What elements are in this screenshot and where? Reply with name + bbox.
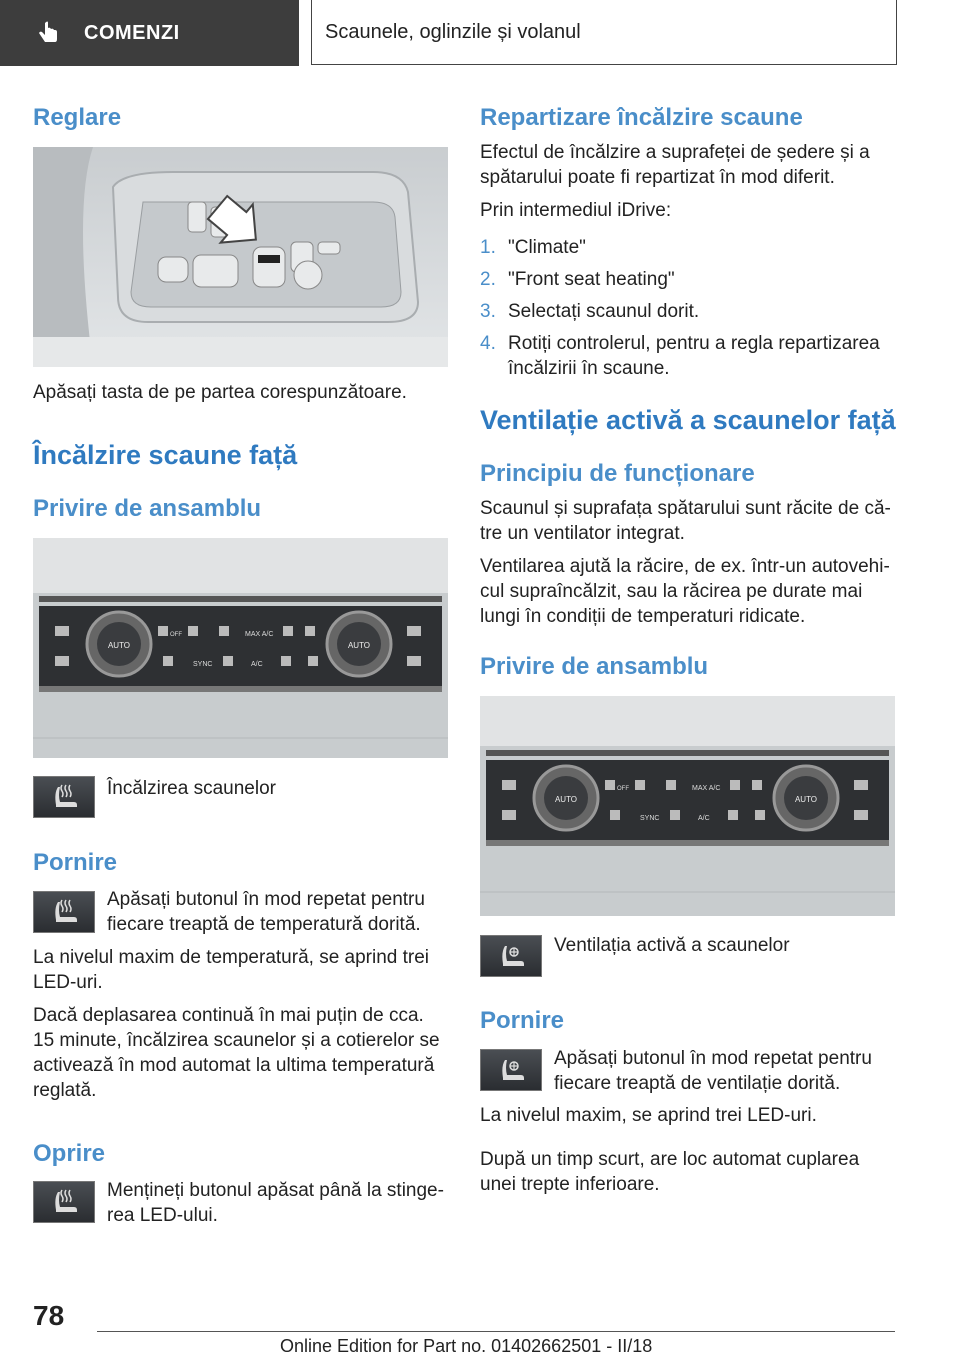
left-knob-auto-label: AUTO bbox=[554, 795, 578, 804]
seat-ventilation-icon bbox=[481, 936, 541, 976]
right-overview-heading: Privire de ansamblu bbox=[480, 653, 709, 680]
ac-label: A/C bbox=[698, 815, 710, 822]
seat-adjust-photo bbox=[33, 147, 448, 367]
sync-label: SYNC bbox=[193, 661, 213, 668]
idrive-text: Prin intermediul iDrive: bbox=[480, 200, 672, 221]
max-ac-label: MAX A/C bbox=[692, 785, 721, 792]
right-knob-auto-label: AUTO bbox=[347, 641, 371, 650]
list-item: 1. "Climate" bbox=[480, 237, 586, 258]
distribution-heading: Repartizare încălzire scaune bbox=[480, 104, 803, 131]
oprire-text: Mențineți butonul apăsat până la stinge‐rea LED-ului. bbox=[107, 1180, 444, 1226]
reglare-caption: Apăsați tasta de pe partea corespunzătoare. bbox=[33, 382, 407, 403]
principle-text: Scaunul și suprafața spătarului sunt răcite de că‐tre un ventilator integrat. bbox=[480, 498, 891, 544]
seat-heating-button-image bbox=[33, 776, 95, 818]
hand-pointer-icon bbox=[36, 20, 62, 46]
left-pornire-heading: Pornire bbox=[33, 849, 118, 876]
ventilation-title: Ventilație activă a scaunelor față bbox=[480, 405, 896, 435]
right-max-level-text: La nivelul maxim, se aprind trei LED-uri. bbox=[480, 1105, 817, 1126]
list-item: 4. Rotiți controlerul, pentru a regla repartizarea încălzirii în scaune. bbox=[480, 333, 880, 379]
footer-divider bbox=[97, 1331, 895, 1332]
off-label: OFF bbox=[617, 786, 629, 792]
chapter-header bbox=[311, 0, 897, 65]
header-section-tab bbox=[0, 0, 299, 66]
idrive-steps-list bbox=[480, 235, 896, 388]
oprire-heading: Oprire bbox=[33, 1140, 106, 1167]
left-pornire-text: Apăsați butonul în mod repetat pentru fiecare treaptă de temperatură dorită. bbox=[107, 889, 425, 935]
principle-heading: Principiu de funcționare bbox=[480, 460, 755, 487]
right-overview-button-caption: Ventilația activă a scaunelor bbox=[554, 935, 790, 956]
section-label: COMENZI bbox=[84, 21, 180, 44]
off-label: OFF bbox=[170, 632, 182, 638]
seat-ventilation-icon bbox=[481, 1050, 541, 1090]
left-overview-heading: Privire de ansamblu bbox=[33, 495, 262, 522]
list-item: 2. "Front seat heating" bbox=[480, 269, 675, 290]
right-knob-auto-label: AUTO bbox=[794, 795, 818, 804]
seat-ventilation-button-image bbox=[480, 1049, 542, 1091]
left-knob-auto-label: AUTO bbox=[107, 641, 131, 650]
ventilation-panel-photo bbox=[480, 696, 895, 916]
right-auto-text: După un timp scurt, are loc automat cuplarea unei trepte inferioare. bbox=[480, 1149, 860, 1195]
seat-heating-icon bbox=[34, 777, 94, 817]
seat-heating-button-image bbox=[33, 1181, 95, 1223]
seat-heating-icon bbox=[34, 1182, 94, 1222]
max-ac-label: MAX A/C bbox=[245, 631, 274, 638]
heating-title: Încălzire scaune față bbox=[33, 440, 298, 470]
distribution-text: Efectul de încălzire a suprafeței de ședere și a spătarului poate fi repartizat în mod diferit. bbox=[480, 142, 870, 188]
edition-text: Online Edition for Part no. 01402662501 - II/18 bbox=[280, 1336, 653, 1356]
ventilation-help-text: Ventilarea ajută la răcire, de ex. într-un autovehi‐cul supraîncălzit, sau la răcirea pe durate mai lungi în condiții de temperaturi ridicate. bbox=[480, 556, 890, 627]
seat-heating-icon bbox=[34, 892, 94, 932]
sync-label: SYNC bbox=[640, 815, 660, 822]
reglare-heading: Reglare bbox=[33, 104, 122, 131]
seat-heating-button-image bbox=[33, 891, 95, 933]
chapter-title: Scaunele, oglinzile și volanul bbox=[325, 20, 581, 43]
climate-panel-photo bbox=[33, 538, 448, 758]
right-pornire-text: Apăsați butonul în mod repetat pentru fiecare treaptă de ventilație dorită. bbox=[554, 1048, 872, 1094]
page-number: 78 bbox=[33, 1300, 65, 1331]
left-overview-button-caption: Încălzirea scaunelor bbox=[107, 778, 276, 799]
list-item: 3. Selectați scaunul dorit. bbox=[480, 301, 700, 322]
left-max-level-text: La nivelul maxim de temperatură, se aprind trei LED-uri. bbox=[33, 947, 430, 993]
seat-ventilation-button-image bbox=[480, 935, 542, 977]
right-pornire-heading: Pornire bbox=[480, 1007, 565, 1034]
left-auto-text: Dacă deplasarea continuă în mai puțin de cca. 15 minute, încălzirea scaunelor și a cotierelor se activează în mod automat la ultima temperatură reglată. bbox=[33, 1005, 440, 1101]
ac-label: A/C bbox=[251, 661, 263, 668]
